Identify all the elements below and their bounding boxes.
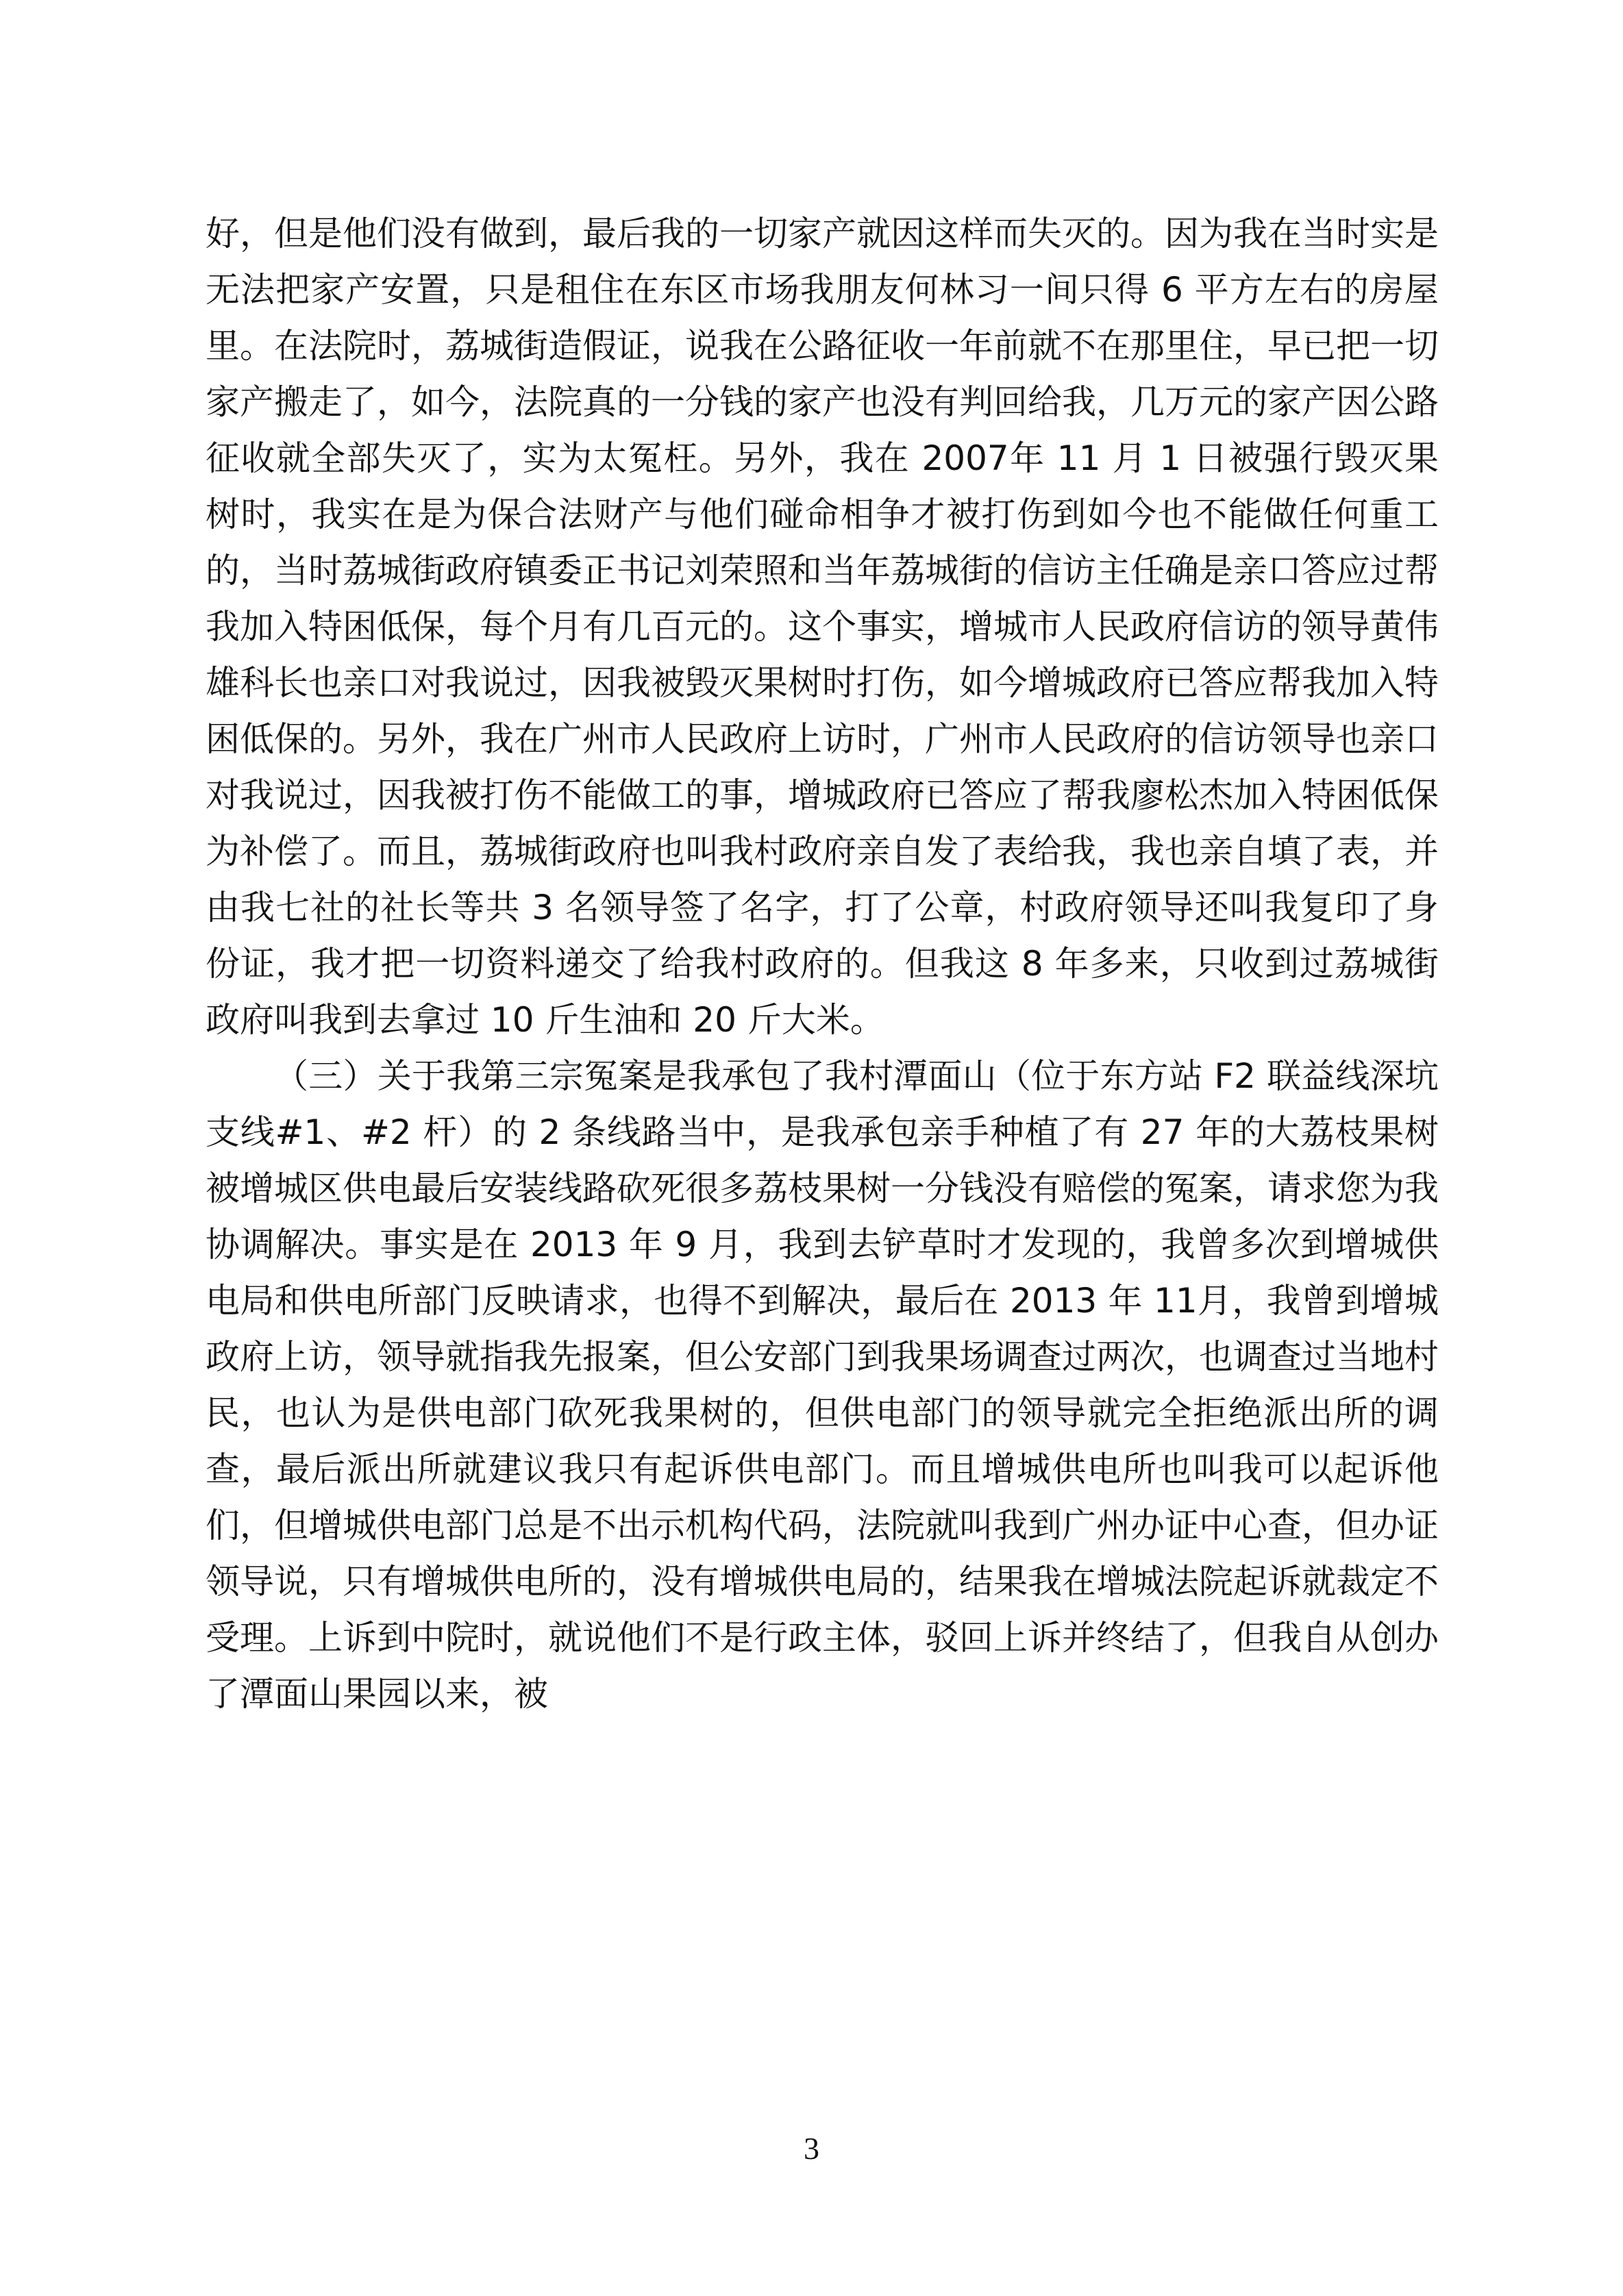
paragraph-1: 好，但是他们没有做到，最后我的一切家产就因这样而失灭的。因为我在当时实是无法把家产安置，只是租住在东区市场我朋友何林习一间只得 6 平方左右的房屋里。在法院时，荔城街造假证，说我在公路征收一年前就不在那里住，早已把一切家产搬走了，如今，法院真的一分钱的家产也没有判回给我，几万元的家产因公路征收就全部失灭了，实为太冤枉。另外，我在 2007年 11 月 1 日被强行毁灭果树时，我实在是为保合法财产与他们碰命相争才被打伤到如今也不能做任何重工的，当时荔城街政府镇委正书记刘荣照和当年荔城街的信访主任确是亲口答应过帮我加入特困低保，每个月有几百元的。这个事实，增城市人民政府信访的领导黄伟雄科长也亲口对我说过，因我被毁灭果树时打伤，如今增城政府已答应帮我加入特困低保的。另外，我在广州市人民政府上访时，广州市人民政府的信访领导也亲口对我说过，因我被打伤不能做工的事，增城政府已答应了帮我廖松杰加入特困低保为补偿了。而且，荔城街政府也叫我村政府亲自发了表给我，我也亲自填了表，并由我七社的社长等共 3 名领导签了名字，打了公章，村政府领导还叫我复印了身份证，我才把一切资料递交了给我村政府的。但我这 8 年多来，只收到过荔城街政府叫我到去拿过 10 斤生油和 20 斤大米。: [206, 214, 1439, 1040]
paragraph-2: （三）关于我第三宗冤案是我承包了我村潭面山（位于东方站 F2 联益线深坑支线#1、#2 杆）的 2 条线路当中，是我承包亲手种植了有 27 年的大荔枝果树被增城区供电最后安装线路砍死很多荔枝果树一分钱没有赔偿的冤案，请求您为我协调解决。事实是在 2013 年 9 月，我到去铲草时才发现的，我曾多次到增城供电局和供电所部门反映请求，也得不到解决，最后在 2013 年 11月，我曾到增城政府上访，领导就指我先报案，但公安部门到我果场调查过两次，也调查过当地村民，也认为是供电部门砍死我果树的，但供电部门的领导就完全拒绝派出所的调查，最后派出所就建议我只有起诉供电部门。而且增城供电所也叫我可以起诉他们，但增城供电部门总是不出示机构代码，法院就叫我到广州办证中心查，但办证领导说，只有增城供电所的，没有增城供电局的，结果我在增城法院起诉就裁定不受理。上诉到中院时，就说他们不是行政主体，驳回上诉并终结了，但我自从创办了潭面山果园以来，被: [206, 1056, 1439, 1714]
page-number: 3: [804, 2131, 819, 2166]
body-text: [206, 205, 1439, 1722]
